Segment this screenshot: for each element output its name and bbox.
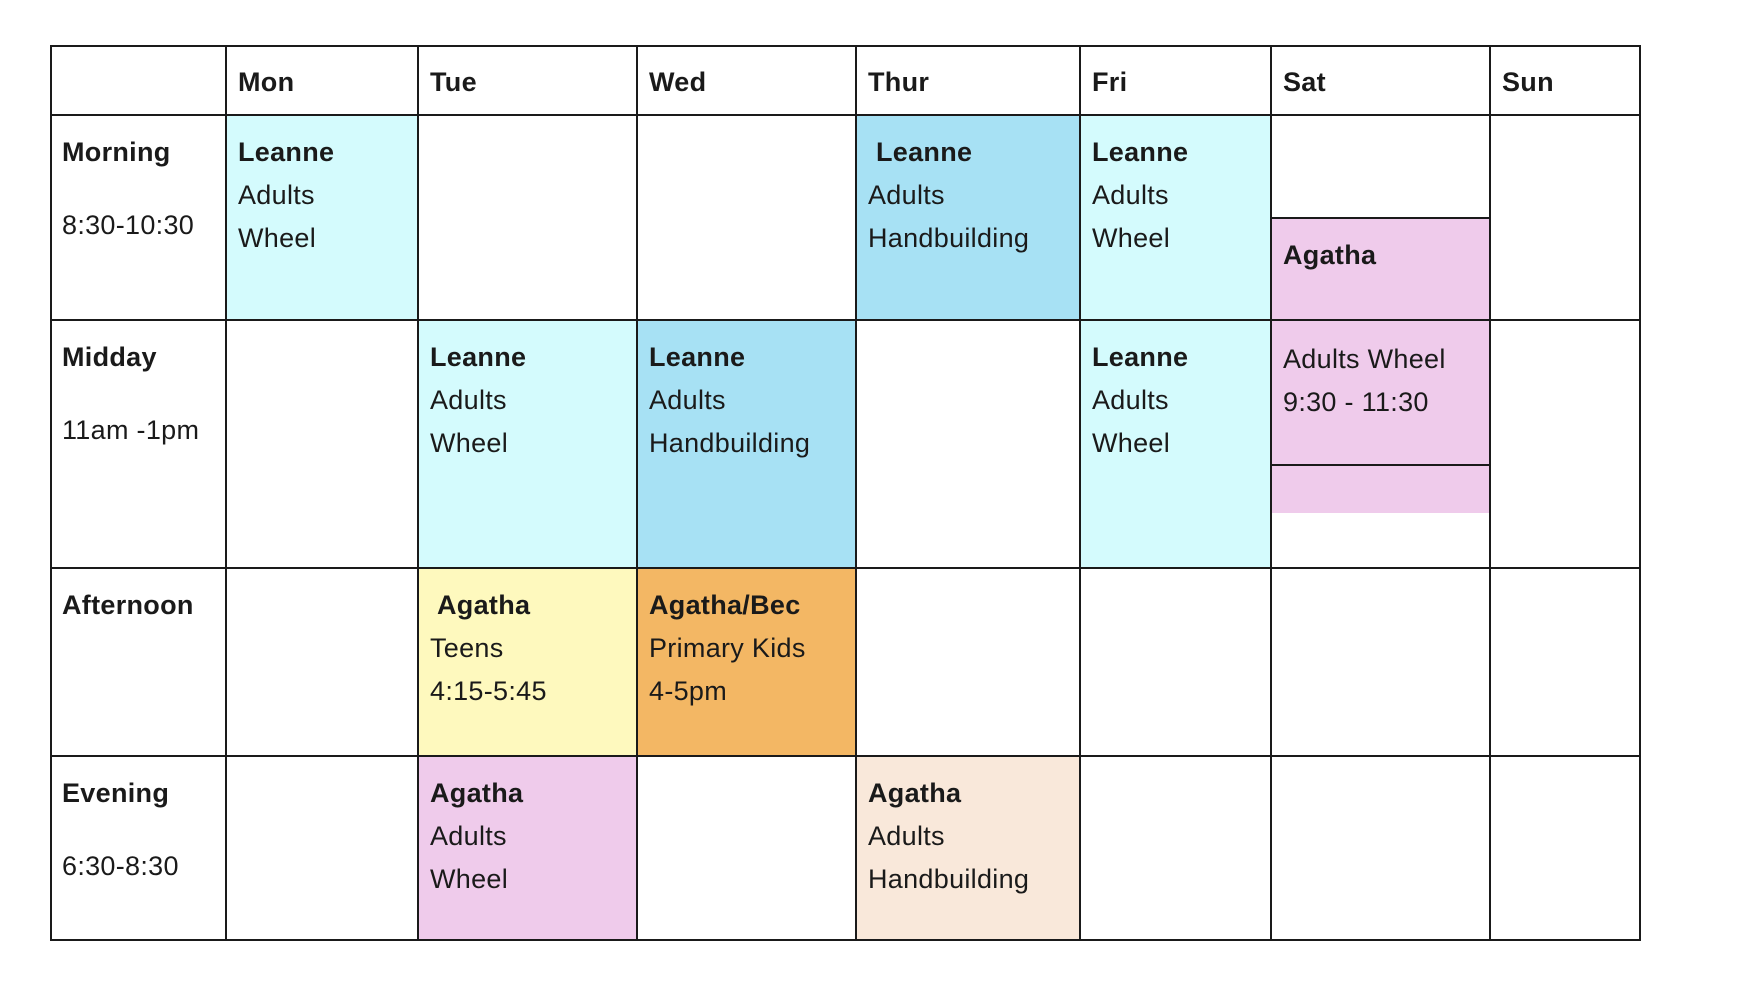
day-header-mon: Mon <box>238 67 295 97</box>
class-group: Adults <box>238 180 315 210</box>
teacher-name: Leanne <box>1092 137 1189 167</box>
grid-line <box>50 114 1641 116</box>
teacher-name: Agatha <box>430 778 524 808</box>
day-header-fri: Fri <box>1092 67 1128 97</box>
grid-line <box>1639 45 1641 941</box>
day-header-sun: Sun <box>1502 67 1554 97</box>
class-group: Adults <box>868 180 945 210</box>
grid-line <box>1079 45 1081 941</box>
grid-line <box>636 45 638 941</box>
class-type: Wheel <box>238 223 317 253</box>
teacher-name: Leanne <box>1092 342 1189 372</box>
class-tue-afternoon <box>418 568 637 756</box>
day-header-sat: Sat <box>1283 67 1326 97</box>
slot-time: 11am -1pm <box>62 415 200 445</box>
class-type: Handbuilding <box>868 864 1030 894</box>
class-type: Wheel <box>1092 223 1171 253</box>
slot-name: Afternoon <box>62 590 194 620</box>
grid-line <box>417 45 419 941</box>
class-group: Adults <box>430 821 507 851</box>
slot-afternoon <box>50 568 226 756</box>
class-sat-special <box>1271 218 1490 513</box>
class-details <box>1283 338 1446 424</box>
teacher-name: Agatha/Bec <box>649 590 801 620</box>
class-group: Adults <box>649 385 726 415</box>
day-header-thur: Thur <box>868 67 930 97</box>
slot-name: Evening <box>62 778 170 808</box>
teacher-name: Agatha <box>437 590 531 620</box>
grid-line <box>1270 45 1272 941</box>
class-group: Adults <box>430 385 507 415</box>
grid-line <box>1271 217 1490 219</box>
grid-line <box>225 45 227 941</box>
class-type: Handbuilding <box>868 223 1030 253</box>
class-group: Adults <box>868 821 945 851</box>
class-type: 4:15-5:45 <box>430 676 547 706</box>
teacher-name: Agatha <box>868 778 962 808</box>
class-fri-midday <box>1080 320 1271 568</box>
class-line2: 9:30 - 11:30 <box>1283 387 1429 417</box>
slot-evening <box>50 756 226 941</box>
class-wed-midday <box>637 320 856 568</box>
class-group: Teens <box>430 633 504 663</box>
grid-line <box>50 939 1641 941</box>
class-type: Wheel <box>430 428 509 458</box>
class-line1: Adults Wheel <box>1283 344 1446 374</box>
slot-morning <box>50 115 226 320</box>
slot-name: Morning <box>62 137 171 167</box>
day-header-wed: Wed <box>649 67 707 97</box>
grid-line <box>1489 45 1491 941</box>
class-group: Adults <box>1092 385 1169 415</box>
class-tue-midday <box>418 320 637 568</box>
slot-time: 6:30-8:30 <box>62 851 179 881</box>
class-mon-morning <box>226 115 418 320</box>
grid-line <box>50 567 1641 569</box>
class-type: 4-5pm <box>649 676 728 706</box>
slot-time: 8:30-10:30 <box>62 210 195 240</box>
class-thur-evening <box>856 756 1080 941</box>
grid-line <box>50 45 1641 47</box>
teacher-name: Leanne <box>876 137 973 167</box>
teacher-name: Leanne <box>430 342 527 372</box>
day-header-tue: Tue <box>430 67 477 97</box>
class-type: Wheel <box>430 864 509 894</box>
grid-line <box>50 45 52 941</box>
grid-line <box>50 319 1641 321</box>
grid-line <box>50 755 1641 757</box>
grid-line <box>855 45 857 941</box>
class-thur-morning <box>856 115 1080 320</box>
class-fri-morning <box>1080 115 1271 320</box>
teacher-name: Leanne <box>238 137 335 167</box>
class-type: Wheel <box>1092 428 1171 458</box>
timetable <box>50 45 1641 941</box>
class-wed-afternoon <box>637 568 856 756</box>
teacher-name: Leanne <box>649 342 746 372</box>
class-type: Handbuilding <box>649 428 811 458</box>
slot-midday <box>50 320 226 568</box>
teacher-name: Agatha <box>1283 240 1377 270</box>
slot-name: Midday <box>62 342 157 372</box>
class-group: Adults <box>1092 180 1169 210</box>
class-tue-evening <box>418 756 637 941</box>
class-group: Primary Kids <box>649 633 806 663</box>
grid-line <box>1271 464 1490 466</box>
